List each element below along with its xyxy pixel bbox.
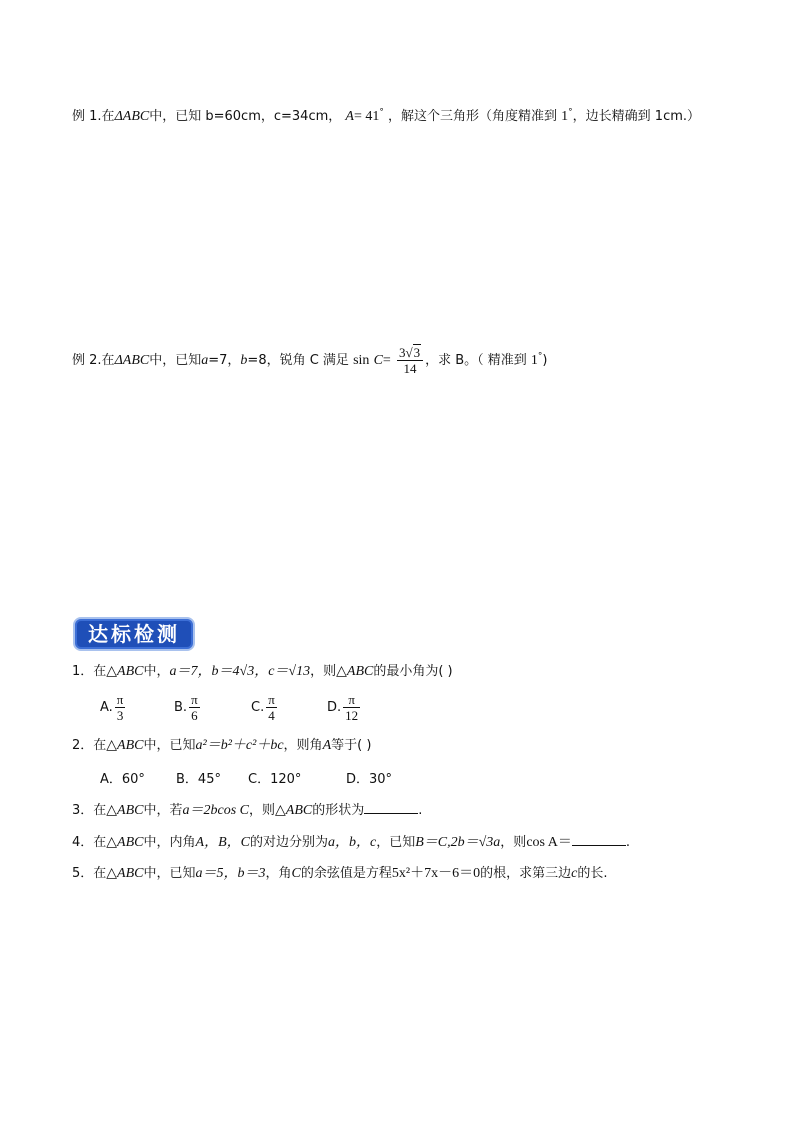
q1-option-a[interactable]: A. $\frac{\pi}{3}$ <box>100 692 124 723</box>
example-1: 例 1.在ΔABC中，已知 b=60cm，c=34cm， A= 41° ，解这个三角形（角度精准到 1°，边长精确到 1cm.） <box>72 107 701 124</box>
question-2: 2．在△ABC中，已知a²＝b²＋c²＋bc，则角A等于( ) <box>72 738 372 753</box>
question-4: 4．在△ABC中，内角A，B，C的对边分别为a，b，c，已知B＝C,2b＝√3a，则cos A＝ . <box>72 835 630 850</box>
example-1-label: 例 1. <box>72 109 102 124</box>
fraction-3-root3-over-14: $\frac{3√3}{14}$ <box>397 345 423 376</box>
q1-option-b[interactable]: B. $\frac{\pi}{6}$ <box>174 692 198 723</box>
triangle-abc: ΔABC <box>114 353 150 368</box>
answer-blank[interactable] <box>364 801 418 814</box>
q1-option-d[interactable]: D. $\frac{\pi}{12}$ <box>327 692 359 723</box>
q2-option-c[interactable]: C．120° <box>248 772 302 787</box>
answer-blank[interactable] <box>572 833 626 846</box>
section-badge: 达标检测 <box>73 617 195 651</box>
question-1: 1．在△ABC中，a＝7，b＝4√3，c＝√13，则△ABC的最小角为( ) <box>72 664 453 679</box>
q2-option-b[interactable]: B．45° <box>176 772 221 787</box>
question-5: 5．在△ABC中，已知a＝5，b＝3，角C的余弦值是方程5x²＋7x－6＝0的根，求第三边c的长. <box>72 866 608 881</box>
q2-option-d[interactable]: D．30° <box>346 772 393 787</box>
example-2: 例 2.在ΔABC中，已知a=7，b=8，锐角 C 满足 sin C= $\frac{3√3}{14}$ ，求 B。（ 精准到 1°) <box>72 345 548 376</box>
q1-option-c[interactable]: C. $\frac{\pi}{4}$ <box>251 692 275 723</box>
q2-option-a[interactable]: A．60° <box>100 772 145 787</box>
question-3: 3．在△ABC中，若a＝2bcos C，则△ABC的形状为 . <box>72 803 423 818</box>
example-2-label: 例 2. <box>72 353 102 368</box>
triangle-abc: ΔABC <box>114 109 150 124</box>
